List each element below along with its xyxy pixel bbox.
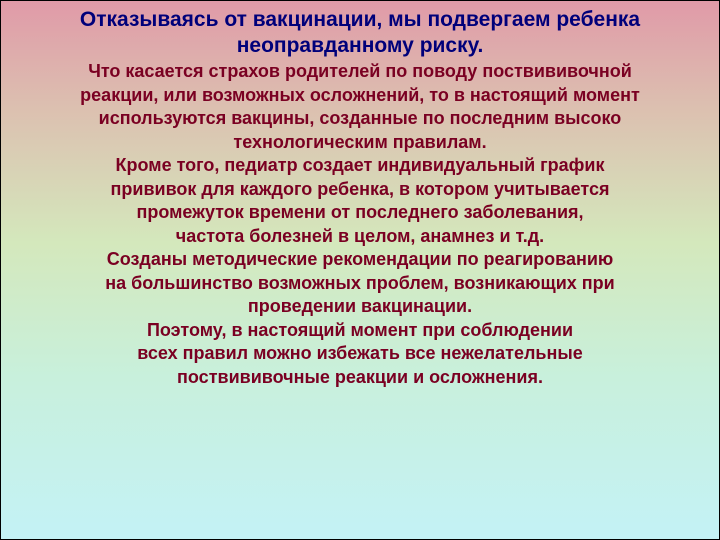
body-line: Созданы методические рекомендации по реагированию xyxy=(106,249,614,269)
slide-title xyxy=(11,7,709,59)
body-line: промежуток времени от последнего заболевания, xyxy=(136,202,584,222)
body-line: прививок для каждого ребенка, в котором учитывается xyxy=(110,178,610,199)
body-line: технологическим правилам. xyxy=(233,131,487,152)
body-line: Что касается страхов родителей по поводу поствививочной xyxy=(88,61,632,81)
title-line: Отказываясь от вакцинации, мы подвергаем ребенка xyxy=(79,8,641,31)
body-line: используются вакцины, созданные по последним высоко xyxy=(98,108,622,128)
body-line: реакции, или возможных осложнений, то в настоящий момент xyxy=(80,84,640,105)
body-line: частота болезней в целом, анамнез и т.д. xyxy=(175,225,545,246)
title-line: неоправданному риску. xyxy=(236,34,484,57)
body-line: на большинство возможных проблем, возникающих при xyxy=(105,272,615,293)
body-line: проведении вакцинации. xyxy=(247,296,473,316)
body-line: поствививочные реакции и осложнения. xyxy=(177,366,543,387)
body-line: всех правил можно избежать все нежелательные xyxy=(137,343,583,363)
body-line: Поэтому, в настоящий момент при соблюдении xyxy=(146,319,574,340)
slide-body xyxy=(15,60,705,389)
body-line: Кроме того, педиатр создает индивидуальный график xyxy=(115,155,605,175)
